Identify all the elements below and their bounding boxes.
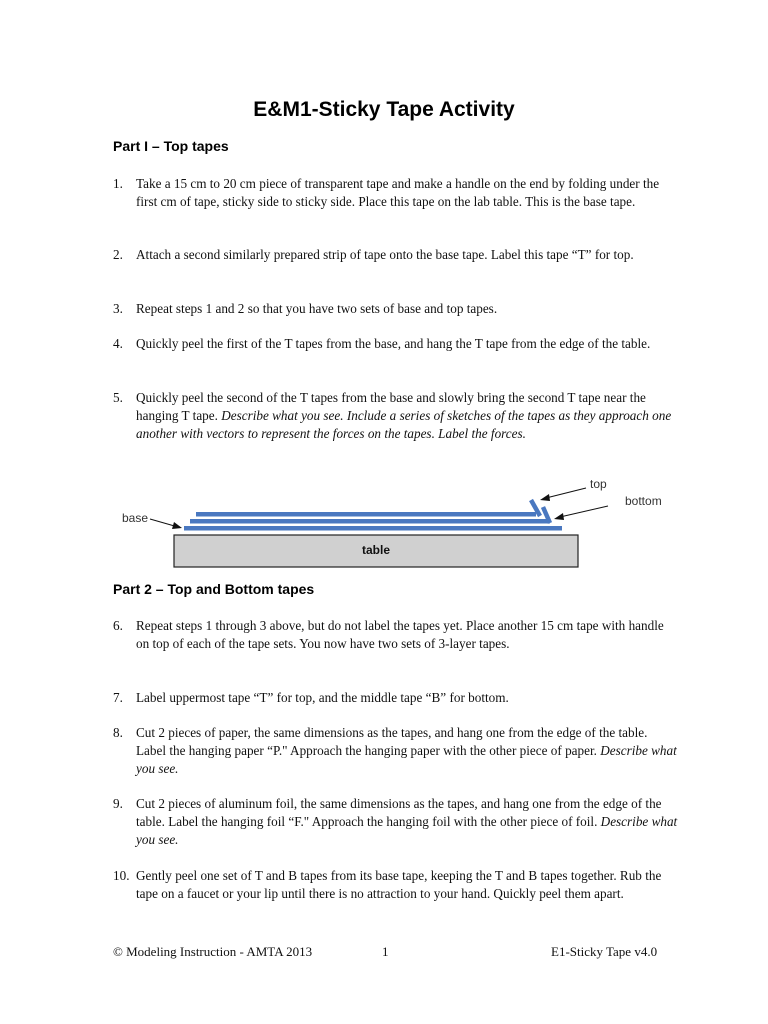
bottom-arrowhead [554,513,564,520]
step-6 [113,617,678,653]
step-number: 7. [113,690,123,705]
top-tape [196,512,536,517]
step-text: Quickly peel the second of the T tapes from the base and slowly bring the second T tape near the hanging T tape. [136,390,646,423]
step-text: Attach a second similarly prepared strip of tape onto the base tape. Label this tape “T” for top. [136,247,634,262]
step-number: 2. [113,247,123,262]
step-number: 8. [113,725,123,740]
page-title: E&M1-Sticky Tape Activity [253,98,515,121]
step-text: Repeat steps 1 and 2 so that you have two sets of base and top tapes. [136,301,498,316]
step-text: Gently peel one set of T and B tapes from its base tape, keeping the T and B tapes together. Rub the tape on a faucet or your lip until there is no attraction to your hand. Quickly peel them apart. [136,868,662,901]
step-7 [113,689,678,707]
bottom-label: bottom [625,494,662,508]
step-number: 10. [113,868,130,883]
step-number: 1. [113,176,123,191]
step-text: Label uppermost tape “T” for top, and the middle tape “B” for bottom. [136,690,509,705]
top-arrowhead [540,494,550,501]
page-number: 1 [382,944,389,959]
step-text: Take a 15 cm to 20 cm piece of transparent tape and make a handle on the end by folding under the first cm of tape, sticky side to sticky side. Place this tape on the lab table. This is the base tape. [136,176,660,209]
step-3 [113,300,678,318]
footer-version: E1-Sticky Tape v4.0 [551,944,658,959]
step-number: 4. [113,336,123,351]
bottom-tape [190,519,550,524]
step-italic-text: Describe what you see. [136,743,677,776]
step-5 [113,389,678,443]
step-2 [113,246,678,264]
top-arrow [546,488,586,498]
tape-diagram [110,470,662,575]
part1-heading: Part I – Top tapes [113,138,229,154]
step-number: 3. [113,301,123,316]
step-text: Cut 2 pieces of paper, the same dimensions as the tapes, and hang one from the edge of the table. Label the hanging paper “P." Approach the hanging paper with the other piece of paper. [136,725,648,758]
base-tape [184,526,562,531]
part2-heading: Part 2 – Top and Bottom tapes [113,581,315,597]
step-italic-text: Describe what you see. [136,814,678,847]
step-1 [113,175,678,211]
step-9 [113,795,678,849]
step-text: Cut 2 pieces of aluminum foil, the same dimensions as the tapes, and hang one from the edge of the table. Label the hanging foil “F." Approach the hanging foil with the other piece of foil. [136,796,662,829]
top-label: top [590,477,607,491]
step-italic-text: Describe what you see. Include a series of sketches of the tapes as they approach one another with vectors to represent the forces on the tapes. Label the forces. [136,408,672,441]
base-label: base [122,511,149,525]
step-number: 9. [113,796,123,811]
step-4 [113,335,678,353]
step-number: 5. [113,390,123,405]
step-text: Repeat steps 1 through 3 above, but do not label the tapes yet. Place another 15 cm tape with handle on top of each of the tape sets. You now have two sets of 3-layer tapes. [136,618,664,651]
step-10 [113,867,678,903]
table-label: table [361,543,391,557]
step-8 [113,724,678,778]
step-text: Quickly peel the first of the T tapes from the base, and hang the T tape from the edge of the table. [136,336,651,351]
bottom-arrow [560,506,608,517]
base-arrowhead [172,522,182,529]
footer-copyright: © Modeling Instruction - AMTA 2013 [113,944,313,959]
step-number: 6. [113,618,123,633]
